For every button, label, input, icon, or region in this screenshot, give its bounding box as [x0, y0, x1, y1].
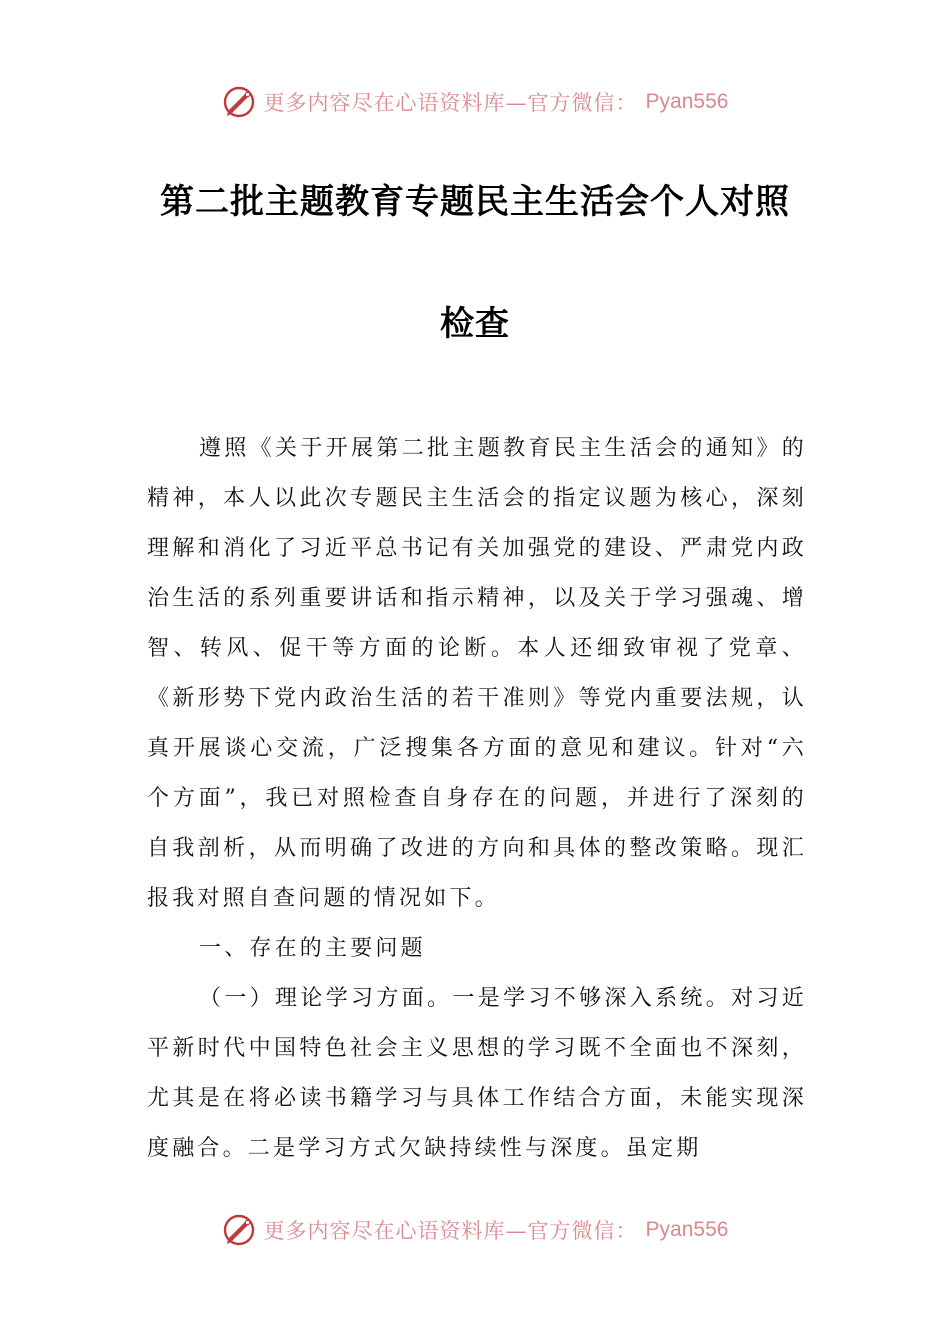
document-title-line-2: 检查	[440, 304, 510, 344]
pen-nib-logo-icon	[222, 1213, 256, 1247]
footer-watermark	[0, 1210, 950, 1250]
watermark-text: 更多内容尽在心语资料库—官方微信：	[263, 91, 638, 115]
watermark-account: Pyan556	[645, 90, 729, 113]
theory-study-paragraph: （一）理论学习方面。一是学习不够深入系统。对习近平新时代中国特色社会主义思想的学习既不全面也不深刻，尤其是在将必读书籍学习与具体工作结合方面，未能实现深度融合。二是学习方式欠缺持续性与深度。虽定期	[147, 986, 807, 1161]
header-watermark	[0, 82, 950, 122]
pen-nib-logo-icon	[222, 85, 256, 119]
intro-paragraph: 遵照《关于开展第二批主题教育民主生活会的通知》的精神，本人以此次专题民主生活会的指定议题为核心，深刻理解和消化了习近平总书记有关加强党的建设、严肃党内政治生活的系列重要讲话和指示精神，以及关于学习强魂、增智、转风、促干等方面的论断。本人还细致审视了党章、《新形势下党内政治生活的若干准则》等党内重要法规，认真开展谈心交流，广泛搜集各方面的意见和建议。针对“六个方面”，我已对照检查自身存在的问题，并进行了深刻的自我剖析，从而明确了改进的方向和具体的整改策略。现汇报我对照自查问题的情况如下。	[147, 436, 807, 911]
document-title-line-1: 第二批主题教育专题民主生活会个人对照	[160, 182, 790, 222]
document-body	[147, 424, 807, 1174]
watermark-text: 更多内容尽在心语资料库—官方微信：	[263, 1219, 638, 1243]
watermark-account: Pyan556	[645, 1218, 729, 1241]
section-heading: 一、存在的主要问题	[199, 936, 426, 961]
